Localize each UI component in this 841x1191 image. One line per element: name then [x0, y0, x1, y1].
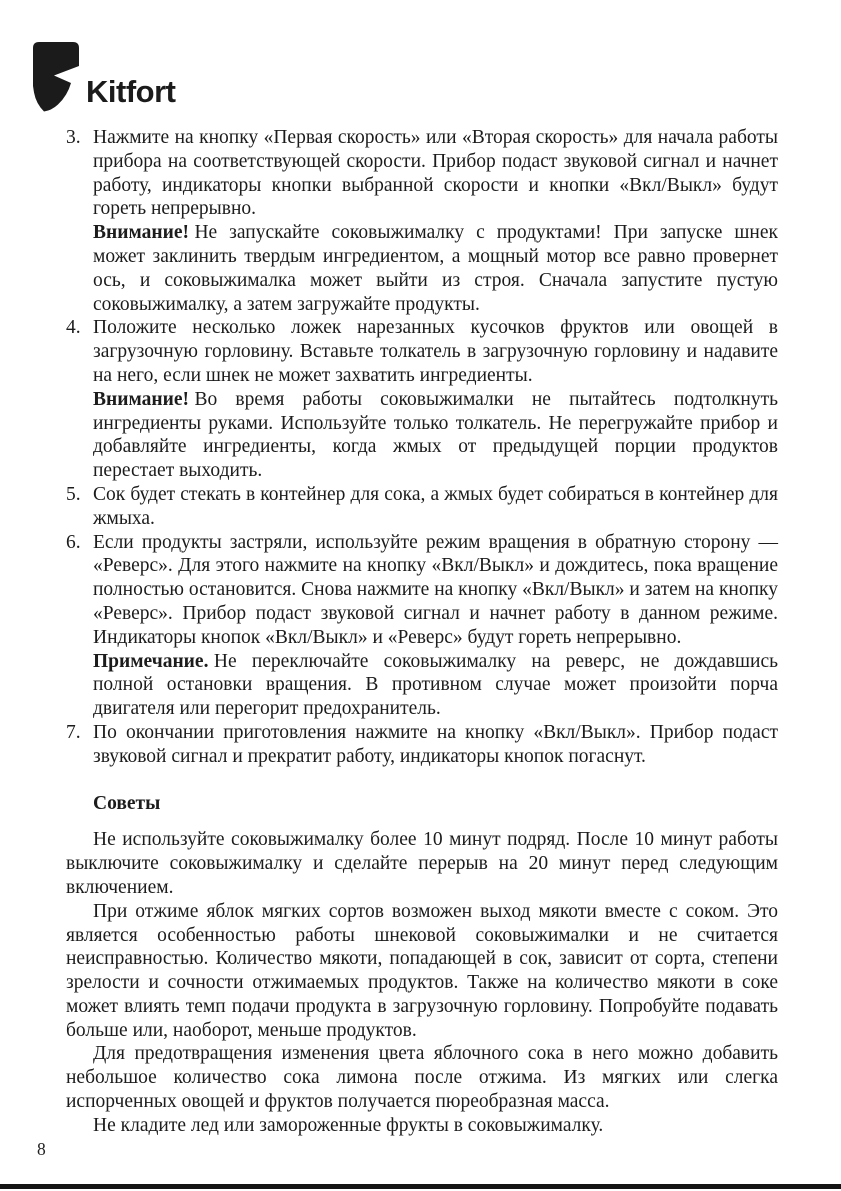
note-text: Не переключайте соковыжималку на реверс, не дождавшись полной остановки вращения. В противном случае может произойти порча двигателя или перегорит предохранитель. [93, 650, 778, 720]
list-item [66, 531, 778, 721]
step-text-body: Сок будет стекать в контейнер для сока, а жмых будет собираться в контейнер для жмыха. [93, 483, 778, 529]
list-item [66, 721, 778, 769]
tips-heading: Советы [93, 792, 161, 814]
warning-text: Во время работы соковыжималки не пытайтесь подтолкнуть ингредиенты руками. Используйте только толкатель. Не перегружайте прибор и добавляйте ингредиенты, когда жмых от предыдущей порции продуктов перестает выходить. [93, 388, 778, 482]
step-text [93, 531, 778, 650]
tips-section [66, 792, 778, 1138]
step-text-body: Если продукты застряли, используйте режим вращения в обратную сторону — «Реверс». Для этого нажмите на кнопку «Вкл/Выкл» и дождитесь, пока вращение полностью остановится. Снова нажмите на кнопку «Вкл/Выкл» и затем на кнопку «Реверс». Прибор подаст звуковой сигнал и начнет работу в данном режиме. Индикаторы кнопок «Вкл/Выкл» и «Реверс» будут гореть непрерывно. [93, 531, 778, 648]
tips-paragraph: Для предотвращения изменения цвета яблочного сока в него можно добавить небольшое количество сока лимона после отжима. Из мягких или слегка испорченных овощей и фруктов получается пюреобразная масса. [66, 1043, 778, 1113]
manual-page-content [66, 126, 778, 1138]
list-item-number: 3. [66, 127, 81, 148]
step-text [93, 483, 778, 531]
page-number: 8 [37, 1139, 46, 1159]
list-item-number: 4. [66, 317, 81, 339]
list-item-number: 5. [66, 483, 81, 505]
list-item [66, 126, 778, 316]
note-label: Примечание. [93, 650, 209, 672]
kitfort-logo-text: Kitfort [86, 74, 176, 109]
tips-paragraph: Не используйте соковыжималку более 10 минут подряд. После 10 минут работы выключите соковыжималку и сделайте перерыв на 20 минут перед следующим включением. [66, 829, 778, 898]
list-item [66, 316, 778, 483]
warning-block [93, 221, 778, 316]
instruction-list [66, 126, 778, 769]
tips-paragraph: Не кладите лед или замороженные фрукты в соковыжималку. [93, 1114, 604, 1136]
step-text-body: По окончании приготовления нажмите на кнопку «Вкл/Выкл». Прибор подаст звуковой сигнал и прекратит работу, индикаторы кнопок погаснут. [93, 721, 778, 767]
warning-label: Внимание! [93, 222, 189, 244]
step-text-body: Положите несколько ложек нарезанных кусочков фруктов или овощей в загрузочную горловину. Вставьте толкатель в загрузочную горловину и надавите на него, если шнек не может захватить ингредиенты. [93, 317, 778, 386]
kitfort-logo [33, 42, 175, 112]
list-item [66, 483, 778, 531]
tips-paragraph: При отжиме яблок мягких сортов возможен выход мякоти вместе с соком. Это является особенностью работы шнековой соковыжималки и не считается неисправностью. Количество мякоти, попадающей в сок, зависит от сорта, степени зрелости и сочности отжимаемых продуктов. Также на количество мякоти в соке может влиять темп подачи продукта в загрузочную горловину. Попробуйте подавать больше или, наоборот, меньше продуктов. [66, 900, 778, 1041]
list-item-number: 7. [66, 721, 81, 743]
warning-block [93, 388, 778, 483]
step-text-body: Нажмите на кнопку «Первая скорость» или «Вторая скорость» для начала работы прибора на соответствующей скорости. Прибор подаст звуковой сигнал и начнет работу, индикаторы кнопки выбранной скорости и кнопки «Вкл/Выкл» будут гореть непрерывно. [93, 127, 778, 220]
step-text [93, 721, 778, 769]
warning-text: Не запускайте соковыжималку с продуктами! При запуске шнек может заклинить твердым ингредиентом, а мощный мотор все равно провернет ось, и соковыжималка может выйти из строя. Сначала запустите пустую соковыжималку, а затем загружайте продукты. [93, 222, 778, 315]
kitfort-logo-icon [33, 42, 79, 112]
step-text [93, 316, 778, 387]
warning-label: Внимание! [93, 388, 189, 410]
step-text [93, 126, 778, 221]
note-block [93, 650, 778, 721]
page-bottom-edge [0, 1184, 841, 1189]
list-item-number: 6. [66, 531, 81, 553]
